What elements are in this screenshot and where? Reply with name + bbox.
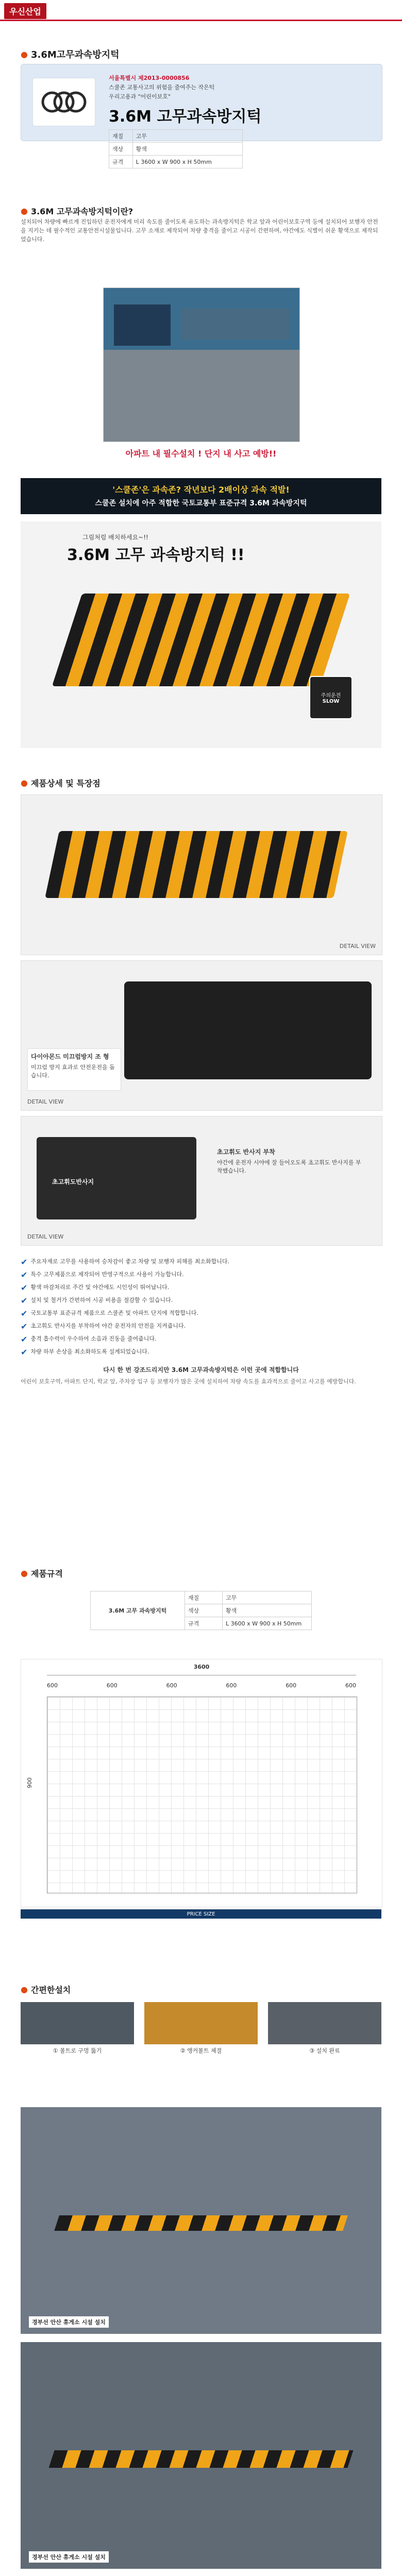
brand-logo[interactable]: 우신산업 (4, 3, 46, 19)
check-icon: ✔ (21, 1347, 28, 1357)
dimension-part: 600 (226, 1682, 237, 1689)
spec-key: 규격 (109, 156, 133, 168)
top-bar (0, 0, 402, 21)
spec-value: 고무 (132, 130, 242, 143)
check-icon: ✔ (21, 1334, 28, 1344)
dimension-part: 600 (47, 1682, 58, 1689)
rubber-closeup (124, 981, 372, 1079)
spec-footer-band: PRICE SIZE (21, 1909, 381, 1919)
feature-text: 충격 흡수력이 우수하여 소음과 진동을 줄여줍니다. (30, 1335, 157, 1342)
install-title-row (21, 1984, 71, 1995)
install-step (21, 2002, 134, 2055)
hero-logo-box (32, 78, 95, 126)
slow-badge (309, 676, 353, 719)
company-logo-icon (41, 87, 87, 117)
what-is-photo (103, 287, 300, 442)
product-title-row (21, 47, 119, 61)
install-step-photo (21, 2002, 134, 2044)
table-row (109, 156, 243, 168)
installed-bump (54, 2215, 348, 2231)
bump-top-view (47, 1697, 357, 1893)
check-icon: ✔ (21, 1257, 28, 1267)
title-bullet-icon: ● (21, 1568, 28, 1578)
detail-view-label: DETAIL VIEW (339, 943, 376, 950)
spec-table-title: 3.6M 고무 과속방지턱 (91, 1591, 185, 1630)
visual-title: 3.6M 고무 과속방지턱 !! (67, 546, 245, 564)
check-icon: ✔ (21, 1296, 28, 1306)
list-item (21, 1257, 381, 1267)
spec-value: 고무 (223, 1591, 312, 1604)
title-bullet-icon: ● (21, 49, 28, 59)
feature-text: 차량 하부 손상을 최소화하도록 설계되었습니다. (30, 1348, 149, 1355)
installed-bump (48, 2450, 353, 2468)
photo-caption: 경부선 안산 휴게소 시설 설치 (29, 2551, 109, 2563)
callout-1-title: 다이아몬드 미끄럼방지 조 형 (31, 1053, 109, 1060)
hero-product-name: 3.6M 고무과속방지턱 (109, 108, 262, 126)
product-title: 3.6M고무과속방지턱 (30, 49, 120, 60)
dimension-total: 3600 (193, 1664, 210, 1670)
detail-image-3 (21, 1116, 382, 1246)
dimension-parts (47, 1682, 356, 1689)
photo-caption: 경부선 안산 휴게소 시설 설치 (29, 2316, 109, 2328)
spec-value: 황색 (132, 143, 242, 156)
list-item (21, 1309, 381, 1318)
install-title: 간편한설치 (30, 1985, 71, 1995)
crossing-photo (104, 350, 299, 442)
callout-box-1 (27, 1048, 121, 1091)
check-icon: ✔ (21, 1270, 28, 1280)
dimension-part: 600 (345, 1682, 356, 1689)
table-row (109, 143, 243, 156)
approval-line: 서울특별시 제2013-0000856 (109, 75, 190, 81)
detail-bump-illustration (45, 831, 348, 898)
visual-subtitle: 그림처럼 배치하세요~!! (82, 534, 148, 541)
install-step (144, 2002, 258, 2055)
callout-1-sub: 미끄럼 방지 효과로 안전운전을 돕습니다. (31, 1064, 115, 1079)
callout-3-sub: 야간에 운전자 시야에 잘 들어오도록 초고휘도 반사지를 부착했습니다. (217, 1159, 361, 1174)
feature-text: 국토교통부 표준규격 제품으로 스쿨존 및 아파트 단지에 적합합니다. (30, 1310, 198, 1316)
spec-value: L 3600 x W 900 x H 50mm (223, 1617, 312, 1630)
install-step-photo (268, 2002, 381, 2044)
hero-spec-table (109, 129, 243, 168)
promo-line-2: 스쿨존 설치에 아주 적합한 국토교통부 표준규격 3.6M 과속방지턱 (95, 499, 307, 507)
callout-3-title: 초고휘도 반사지 부착 (217, 1148, 275, 1156)
feature-text: 황색 마감처리로 주간 및 야간에도 시인성이 뛰어납니다. (30, 1284, 170, 1291)
spec-key: 색상 (109, 143, 133, 156)
detail-image-2 (21, 960, 382, 1111)
note-title: 다시 한 번 강조드리지만 3.6M 고무과속방지턱은 이런 곳에 적합합니다 (103, 1366, 299, 1374)
hero-text (109, 74, 366, 168)
product-visual (21, 521, 381, 748)
title-bullet-icon: ● (21, 206, 28, 216)
feature-text: 특수 고무제품으로 제작되어 반영구적으로 사용이 가능합니다. (30, 1271, 184, 1278)
spec-key: 색상 (185, 1604, 223, 1617)
detail-view-label: DETAIL VIEW (27, 1098, 64, 1105)
note-body: 어린이 보호구역, 아파트 단지, 학교 앞, 주차장 입구 등 보행자가 많은 곳에 설치하여 차량 속도를 효과적으로 줄이고 사고를 예방합니다. (21, 1378, 356, 1385)
details-title-row (21, 777, 100, 789)
check-icon: ✔ (21, 1283, 28, 1293)
list-item (21, 1321, 381, 1331)
install-step-caption: ① 볼트로 구멍 뚫기 (53, 2047, 102, 2054)
dimension-part: 600 (166, 1682, 177, 1689)
promo-banner (21, 478, 381, 514)
table-row (91, 1591, 312, 1604)
install-step (268, 2002, 381, 2055)
photo-caption: 아파트 내 필수설치 ! 단지 내 사고 예방!! (125, 449, 277, 459)
install-photo-2 (21, 2342, 381, 2569)
specs-title: 제품규격 (30, 1569, 63, 1579)
callout-box-3 (217, 1147, 361, 1175)
install-steps (21, 2002, 381, 2059)
what-is-body: 설치되어 차량에 빠르게 진입하던 운전자에게 미리 속도를 줄이도록 유도하는 과속방지턱은 학교 앞과 어린이보호구역 등에 설치되어 보행자 안전을 지키는 데 필수적인 교통안전시설물입니다. 고무 소재로 제작되어 차량 충격을 줄이고 시공이 간편하며, 야간에도 식별이 쉬운 황색으로 제작되었습니다. (21, 218, 378, 243)
list-item (21, 1296, 381, 1306)
what-is-title-row (21, 205, 133, 217)
promo-line-1: '스쿨존'은 과속존? 작년보다 2배이상 과속 적발! (112, 485, 290, 495)
list-item (21, 1347, 381, 1357)
list-item (21, 1283, 381, 1293)
title-bullet-icon: ● (21, 1985, 28, 1994)
badge-text-1: 주의운전 (321, 693, 341, 699)
news-anchor-photo (114, 304, 171, 346)
feature-text: 설치 및 철거가 간편하여 시공 비용을 절감할 수 있습니다. (30, 1297, 173, 1303)
feature-text: 초고휘도 반사지를 부착하여 야간 운전자의 안전을 지켜줍니다. (30, 1323, 186, 1329)
details-title: 제품상세 및 특장점 (30, 778, 100, 788)
hero-card (21, 64, 382, 165)
install-step-caption: ② 앵커볼트 체결 (180, 2047, 222, 2054)
dimension-part: 600 (286, 1682, 297, 1689)
bump-illustration (52, 594, 350, 686)
dimension-part: 600 (106, 1682, 118, 1689)
check-icon: ✔ (21, 1309, 28, 1318)
spec-table (90, 1591, 312, 1630)
install-step-photo (144, 2002, 258, 2044)
spec-key: 재질 (109, 130, 133, 143)
specs-title-row (21, 1567, 63, 1579)
spec-key: 재질 (185, 1591, 223, 1604)
table-row (109, 130, 243, 143)
tagline-1: 스쿨존 교통사고의 위험을 줄여주는 작은턱 (109, 84, 215, 91)
dimension-height: 900 (26, 1777, 33, 1788)
tagline-2: 우리고용과 "어린이보호" (109, 93, 171, 100)
list-item (21, 1270, 381, 1280)
what-is-title: 3.6M 고무과속방지턱이란? (30, 207, 133, 216)
list-item (21, 1334, 381, 1344)
spec-table-wrap (90, 1591, 312, 1630)
news-caption-photo (181, 309, 289, 340)
feature-list (21, 1257, 381, 1386)
callout-2-title: 초고휘도반사지 (52, 1178, 94, 1185)
detail-view-label: DETAIL VIEW (27, 1233, 64, 1240)
badge-text-2: SLOW (322, 699, 340, 704)
spec-value: L 3600 x W 900 x H 50mm (132, 156, 242, 168)
check-icon: ✔ (21, 1321, 28, 1331)
install-step-caption: ③ 설치 완료 (309, 2047, 340, 2054)
install-photo-1 (21, 2107, 381, 2334)
dimension-drawing (21, 1659, 382, 1907)
spec-key: 규격 (185, 1617, 223, 1630)
spec-value: 황색 (223, 1604, 312, 1617)
feature-text: 주요자재로 고무를 사용하여 승차감이 좋고 차량 및 보행자 피해를 최소화합니다. (30, 1258, 230, 1265)
title-bullet-icon: ● (21, 778, 28, 788)
detail-image-1 (21, 794, 382, 955)
